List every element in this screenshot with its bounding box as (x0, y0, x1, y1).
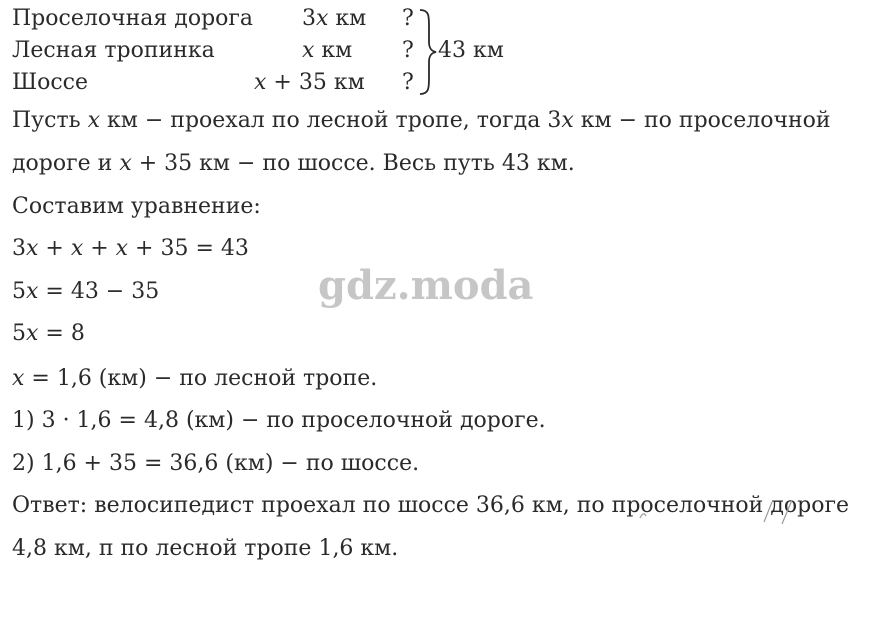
equation-line-2: 5𝑥 = 43 − 35 (12, 279, 160, 304)
equation-line-3: 5𝑥 = 8 (12, 321, 85, 346)
step-1-line: 1) 3 · 1,6 = 4,8 (км) − по проселочной дороге. (12, 408, 546, 433)
answer-line-1: Ответ: велосипедист проехал по шоссе 36,6 км, по проселочной дороге (12, 493, 849, 518)
equation-line-4: 𝑥 = 1,6 (км) − по лесной тропе. (12, 366, 378, 391)
condition-row-highway (12, 68, 432, 98)
condition-expression: 𝑥 + 35 км (254, 70, 365, 95)
total-distance: 43 км (438, 38, 504, 63)
answer-line-2: 4,8 км, п по лесной тропе 1,6 км. (12, 536, 399, 561)
condition-question: ? (402, 70, 414, 95)
condition-row-country-road (12, 4, 432, 34)
solution-line-1: Пусть 𝑥 км − проехал по лесной тропе, тогда 3𝑥 км − по проселочной (12, 108, 831, 133)
solution-line-2: дороге и 𝑥 + 35 км − по шоссе. Весь путь 43 км. (12, 151, 575, 176)
condition-name: Проселочная дорога (12, 6, 254, 31)
condition-expression: 3𝑥 км (302, 6, 367, 31)
solution-line-3: Составим уравнение: (12, 194, 261, 219)
curly-brace-icon (417, 8, 437, 96)
equation-line-1: 3𝑥 + 𝑥 + 𝑥 + 35 = 43 (12, 236, 249, 261)
pencil-scribble-icon (632, 494, 812, 528)
watermark-text: gdz.moda (318, 262, 534, 309)
condition-name: Лесная тропинка (12, 38, 215, 63)
condition-row-forest-path (12, 36, 432, 66)
step-2-line: 2) 1,6 + 35 = 36,6 (км) − по шоссе. (12, 451, 420, 476)
condition-question: ? (402, 38, 414, 63)
condition-question: ? (402, 6, 414, 31)
condition-name: Шоссе (12, 70, 89, 95)
condition-expression: 𝑥 км (302, 38, 353, 63)
problem-condition (12, 4, 612, 100)
